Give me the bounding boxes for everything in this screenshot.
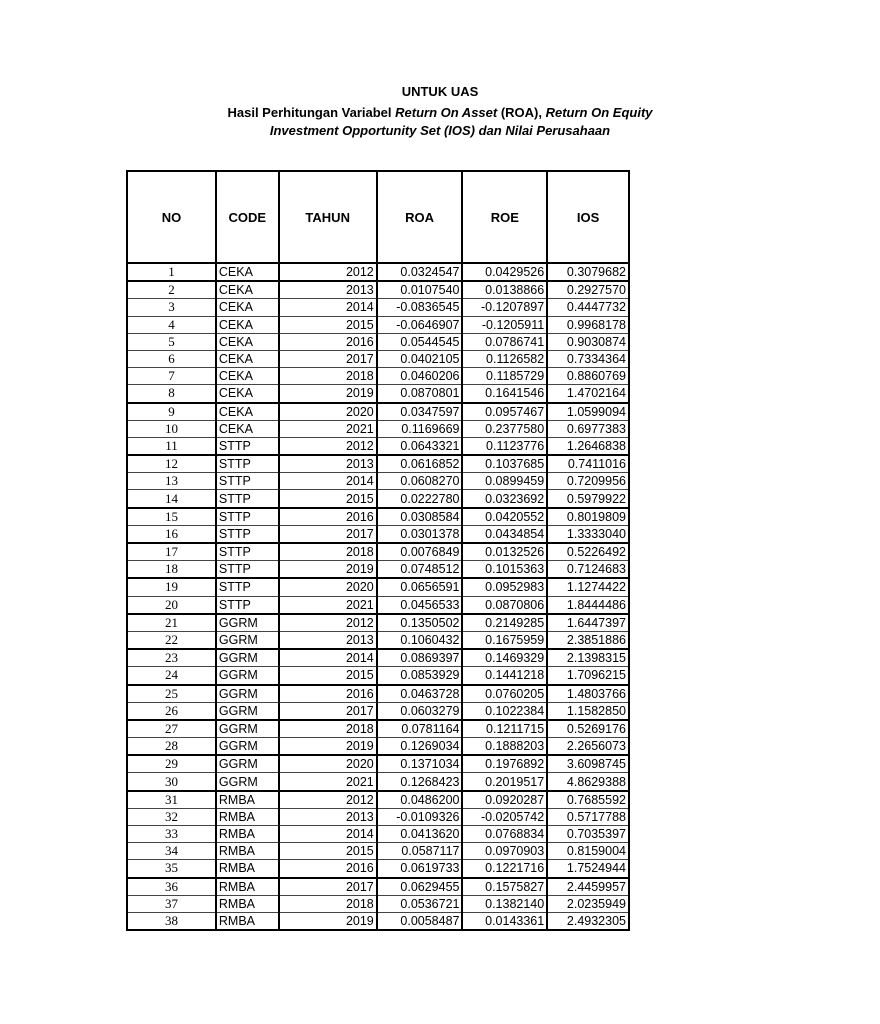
cell-no: 15 (127, 508, 216, 526)
cell-ios: 0.9030874 (547, 333, 629, 350)
title-text-ios: Investment Opportunity Set (IOS) dan Nilai Perusahaan (269, 123, 611, 138)
cell-roa: 0.0463728 (377, 685, 463, 703)
cell-code: GGRM (216, 614, 279, 632)
cell-roe: 0.1976892 (462, 755, 547, 773)
cell-tahun: 2019 (279, 912, 377, 930)
cell-no: 21 (127, 614, 216, 632)
cell-roe: 0.0143361 (462, 912, 547, 930)
table-row (127, 878, 629, 896)
cell-roe: 0.1675959 (462, 631, 547, 649)
table-row (127, 649, 629, 667)
cell-no: 35 (127, 860, 216, 878)
cell-code: STTP (216, 561, 279, 579)
cell-roe: 0.2149285 (462, 614, 547, 632)
cell-roe: 0.1888203 (462, 738, 547, 756)
cell-tahun: 2021 (279, 773, 377, 791)
cell-roa: -0.0836545 (377, 299, 463, 316)
cell-roe: 0.0420552 (462, 508, 547, 526)
cell-tahun: 2020 (279, 755, 377, 773)
header-ios: IOS (547, 171, 629, 263)
cell-no: 5 (127, 333, 216, 350)
cell-roa: 0.1269034 (377, 738, 463, 756)
cell-roa: 0.0870801 (377, 385, 463, 403)
table-row (127, 316, 629, 333)
cell-roa: 0.1268423 (377, 773, 463, 791)
cell-roa: 0.0536721 (377, 895, 463, 912)
table-row (127, 614, 629, 632)
cell-no: 16 (127, 525, 216, 543)
cell-roe: 0.0899459 (462, 473, 547, 490)
cell-ios: 2.0235949 (547, 895, 629, 912)
cell-ios: 0.4447732 (547, 299, 629, 316)
header-code: CODE (216, 171, 279, 263)
table-row (127, 455, 629, 473)
cell-code: GGRM (216, 755, 279, 773)
cell-no: 25 (127, 685, 216, 703)
cell-roe: 0.0434854 (462, 525, 547, 543)
cell-roe: 0.1185729 (462, 368, 547, 385)
cell-code: RMBA (216, 843, 279, 860)
cell-ios: 0.5226492 (547, 543, 629, 561)
cell-tahun: 2020 (279, 578, 377, 596)
cell-ios: 0.3079682 (547, 263, 629, 281)
cell-code: STTP (216, 455, 279, 473)
cell-tahun: 2016 (279, 333, 377, 350)
cell-no: 4 (127, 316, 216, 333)
cell-roe: 0.1037685 (462, 455, 547, 473)
cell-roa: 0.0587117 (377, 843, 463, 860)
cell-roa: 0.0629455 (377, 878, 463, 896)
cell-tahun: 2017 (279, 525, 377, 543)
cell-no: 9 (127, 403, 216, 421)
cell-roa: 0.0301378 (377, 525, 463, 543)
cell-ios: 1.7096215 (547, 667, 629, 685)
cell-ios: 0.5717788 (547, 808, 629, 825)
cell-roa: 0.0402105 (377, 350, 463, 367)
cell-roe: 0.1469329 (462, 649, 547, 667)
table-row (127, 420, 629, 437)
cell-no: 37 (127, 895, 216, 912)
cell-code: STTP (216, 473, 279, 490)
cell-tahun: 2018 (279, 895, 377, 912)
cell-no: 14 (127, 490, 216, 508)
cell-ios: 0.7209956 (547, 473, 629, 490)
cell-roe: 0.1575827 (462, 878, 547, 896)
cell-tahun: 2016 (279, 508, 377, 526)
cell-ios: 0.7124683 (547, 561, 629, 579)
table-row (127, 755, 629, 773)
cell-tahun: 2012 (279, 263, 377, 281)
cell-tahun: 2017 (279, 702, 377, 720)
cell-tahun: 2014 (279, 826, 377, 843)
table-row (127, 525, 629, 543)
cell-ios: 1.4702164 (547, 385, 629, 403)
document-title-line-3 (0, 123, 880, 138)
table-row (127, 826, 629, 843)
cell-roa: 0.0486200 (377, 791, 463, 809)
cell-no: 31 (127, 791, 216, 809)
cell-ios: 0.7334364 (547, 350, 629, 367)
table-row (127, 808, 629, 825)
cell-tahun: 2015 (279, 490, 377, 508)
cell-code: CEKA (216, 420, 279, 437)
header-roe: ROE (462, 171, 547, 263)
cell-tahun: 2019 (279, 385, 377, 403)
cell-ios: 0.5979922 (547, 490, 629, 508)
cell-code: CEKA (216, 385, 279, 403)
cell-roa: 0.0608270 (377, 473, 463, 490)
cell-code: STTP (216, 508, 279, 526)
cell-roa: 0.0107540 (377, 281, 463, 299)
cell-roa: 0.0643321 (377, 437, 463, 455)
cell-ios: 0.9968178 (547, 316, 629, 333)
cell-code: STTP (216, 596, 279, 614)
table-body (127, 263, 629, 930)
cell-roe: 0.1015363 (462, 561, 547, 579)
cell-ios: 0.8019809 (547, 508, 629, 526)
cell-no: 20 (127, 596, 216, 614)
cell-roa: 0.0076849 (377, 543, 463, 561)
cell-ios: 3.6098745 (547, 755, 629, 773)
cell-tahun: 2018 (279, 720, 377, 738)
cell-roe: 0.0786741 (462, 333, 547, 350)
table-row (127, 578, 629, 596)
table-row (127, 912, 629, 930)
cell-roa: 0.0544545 (377, 333, 463, 350)
cell-roa: 0.0308584 (377, 508, 463, 526)
cell-roe: 0.0768834 (462, 826, 547, 843)
cell-code: GGRM (216, 649, 279, 667)
cell-tahun: 2021 (279, 596, 377, 614)
title-text-a: Hasil Perhitungan Variabel (227, 105, 396, 120)
table-row (127, 685, 629, 703)
cell-ios: 1.7524944 (547, 860, 629, 878)
cell-roe: 0.1211715 (462, 720, 547, 738)
cell-ios: 1.2646838 (547, 437, 629, 455)
cell-roa: -0.0646907 (377, 316, 463, 333)
cell-code: GGRM (216, 631, 279, 649)
cell-roa: 0.1350502 (377, 614, 463, 632)
cell-code: STTP (216, 543, 279, 561)
cell-tahun: 2017 (279, 878, 377, 896)
cell-tahun: 2013 (279, 281, 377, 299)
cell-roe: 0.0957467 (462, 403, 547, 421)
cell-roe: 0.0429526 (462, 263, 547, 281)
cell-no: 30 (127, 773, 216, 791)
header-no: NO (127, 171, 216, 263)
cell-code: GGRM (216, 773, 279, 791)
cell-code: RMBA (216, 826, 279, 843)
cell-no: 19 (127, 578, 216, 596)
cell-ios: 2.1398315 (547, 649, 629, 667)
table-row (127, 860, 629, 878)
cell-roe: 0.0760205 (462, 685, 547, 703)
cell-no: 34 (127, 843, 216, 860)
cell-tahun: 2014 (279, 299, 377, 316)
table-header-row (127, 171, 629, 263)
cell-roa: 0.0748512 (377, 561, 463, 579)
table-row (127, 543, 629, 561)
cell-ios: 1.6447397 (547, 614, 629, 632)
cell-tahun: 2013 (279, 455, 377, 473)
cell-tahun: 2012 (279, 791, 377, 809)
cell-roa: 0.0603279 (377, 702, 463, 720)
cell-code: CEKA (216, 333, 279, 350)
cell-code: CEKA (216, 368, 279, 385)
cell-code: STTP (216, 490, 279, 508)
title-text-c: (ROA), (497, 105, 546, 120)
cell-roa: 0.0456533 (377, 596, 463, 614)
cell-no: 22 (127, 631, 216, 649)
table-row (127, 773, 629, 791)
title-text-roe: Return On Equity (545, 105, 653, 120)
cell-no: 1 (127, 263, 216, 281)
table-row (127, 490, 629, 508)
table-row (127, 791, 629, 809)
table-row (127, 667, 629, 685)
cell-roa: -0.0109326 (377, 808, 463, 825)
cell-ios: 0.6977383 (547, 420, 629, 437)
cell-no: 11 (127, 437, 216, 455)
cell-code: CEKA (216, 281, 279, 299)
cell-code: STTP (216, 437, 279, 455)
cell-code: STTP (216, 578, 279, 596)
table-row (127, 720, 629, 738)
cell-tahun: 2013 (279, 808, 377, 825)
table-row (127, 263, 629, 281)
cell-roa: 0.0058487 (377, 912, 463, 930)
cell-tahun: 2015 (279, 843, 377, 860)
cell-tahun: 2014 (279, 473, 377, 490)
cell-roe: 0.1641546 (462, 385, 547, 403)
table-row (127, 368, 629, 385)
cell-ios: 0.7035397 (547, 826, 629, 843)
table-row (127, 895, 629, 912)
cell-no: 32 (127, 808, 216, 825)
header-roa: ROA (377, 171, 463, 263)
cell-roa: 0.0656591 (377, 578, 463, 596)
cell-roe: 0.1126582 (462, 350, 547, 367)
table-row (127, 843, 629, 860)
cell-no: 17 (127, 543, 216, 561)
cell-roa: 0.0413620 (377, 826, 463, 843)
cell-code: GGRM (216, 738, 279, 756)
cell-roa: 0.1371034 (377, 755, 463, 773)
cell-roa: 0.0781164 (377, 720, 463, 738)
document-title-line-2 (0, 105, 880, 120)
cell-no: 13 (127, 473, 216, 490)
cell-tahun: 2012 (279, 614, 377, 632)
cell-roa: 0.1060432 (377, 631, 463, 649)
cell-roa: 0.0324547 (377, 263, 463, 281)
table-row (127, 596, 629, 614)
cell-ios: 0.2927570 (547, 281, 629, 299)
cell-roa: 0.0619733 (377, 860, 463, 878)
header-tahun: TAHUN (279, 171, 377, 263)
cell-tahun: 2019 (279, 561, 377, 579)
table-row (127, 702, 629, 720)
cell-roa: 0.1169669 (377, 420, 463, 437)
cell-code: GGRM (216, 720, 279, 738)
cell-no: 6 (127, 350, 216, 367)
cell-ios: 2.3851886 (547, 631, 629, 649)
cell-roe: -0.1205911 (462, 316, 547, 333)
cell-code: CEKA (216, 350, 279, 367)
cell-no: 12 (127, 455, 216, 473)
cell-ios: 4.8629388 (547, 773, 629, 791)
document-heading: UNTUK UAS (401, 84, 479, 99)
table-row (127, 333, 629, 350)
cell-tahun: 2019 (279, 738, 377, 756)
cell-roe: 0.0970903 (462, 843, 547, 860)
cell-tahun: 2018 (279, 543, 377, 561)
cell-code: CEKA (216, 299, 279, 316)
table-row (127, 299, 629, 316)
cell-roa: 0.0869397 (377, 649, 463, 667)
cell-ios: 1.3333040 (547, 525, 629, 543)
cell-ios: 0.8159004 (547, 843, 629, 860)
cell-tahun: 2015 (279, 316, 377, 333)
table-row (127, 508, 629, 526)
cell-tahun: 2012 (279, 437, 377, 455)
cell-ios: 0.8860769 (547, 368, 629, 385)
cell-no: 28 (127, 738, 216, 756)
cell-roe: 0.0870806 (462, 596, 547, 614)
cell-tahun: 2016 (279, 685, 377, 703)
table-row (127, 631, 629, 649)
table-row (127, 738, 629, 756)
cell-ios: 0.5269176 (547, 720, 629, 738)
cell-no: 33 (127, 826, 216, 843)
cell-no: 36 (127, 878, 216, 896)
cell-tahun: 2021 (279, 420, 377, 437)
cell-code: CEKA (216, 316, 279, 333)
cell-code: CEKA (216, 403, 279, 421)
cell-roe: 0.0323692 (462, 490, 547, 508)
cell-roe: -0.1207897 (462, 299, 547, 316)
cell-code: RMBA (216, 895, 279, 912)
cell-no: 27 (127, 720, 216, 738)
cell-code: RMBA (216, 912, 279, 930)
table-row (127, 281, 629, 299)
cell-ios: 2.2656073 (547, 738, 629, 756)
cell-no: 8 (127, 385, 216, 403)
cell-roe: -0.0205742 (462, 808, 547, 825)
cell-roe: 0.0952983 (462, 578, 547, 596)
cell-tahun: 2014 (279, 649, 377, 667)
cell-tahun: 2016 (279, 860, 377, 878)
cell-code: GGRM (216, 702, 279, 720)
cell-roe: 0.1022384 (462, 702, 547, 720)
cell-ios: 1.8444486 (547, 596, 629, 614)
cell-roe: 0.2019517 (462, 773, 547, 791)
cell-roe: 0.0132526 (462, 543, 547, 561)
cell-tahun: 2018 (279, 368, 377, 385)
cell-ios: 1.1582850 (547, 702, 629, 720)
cell-no: 23 (127, 649, 216, 667)
table-row (127, 473, 629, 490)
cell-code: RMBA (216, 791, 279, 809)
table-row (127, 385, 629, 403)
cell-tahun: 2020 (279, 403, 377, 421)
cell-no: 7 (127, 368, 216, 385)
cell-no: 24 (127, 667, 216, 685)
cell-ios: 0.7685592 (547, 791, 629, 809)
cell-ios: 2.4932305 (547, 912, 629, 930)
cell-roe: 0.0920287 (462, 791, 547, 809)
table-row (127, 350, 629, 367)
cell-roa: 0.0460206 (377, 368, 463, 385)
cell-ios: 2.4459957 (547, 878, 629, 896)
cell-no: 18 (127, 561, 216, 579)
cell-roe: 0.2377580 (462, 420, 547, 437)
cell-no: 29 (127, 755, 216, 773)
cell-roa: 0.0347597 (377, 403, 463, 421)
cell-code: RMBA (216, 860, 279, 878)
cell-roe: 0.1382140 (462, 895, 547, 912)
cell-roe: 0.1221716 (462, 860, 547, 878)
cell-ios: 1.1274422 (547, 578, 629, 596)
cell-no: 2 (127, 281, 216, 299)
table-row (127, 403, 629, 421)
cell-ios: 1.4803766 (547, 685, 629, 703)
data-table (126, 170, 630, 931)
cell-tahun: 2017 (279, 350, 377, 367)
table-row (127, 561, 629, 579)
cell-roe: 0.0138866 (462, 281, 547, 299)
cell-code: STTP (216, 525, 279, 543)
title-text-roa: Return On Asset (395, 105, 498, 120)
cell-tahun: 2015 (279, 667, 377, 685)
cell-code: CEKA (216, 263, 279, 281)
cell-roa: 0.0616852 (377, 455, 463, 473)
cell-tahun: 2013 (279, 631, 377, 649)
cell-code: GGRM (216, 667, 279, 685)
table-row (127, 437, 629, 455)
cell-ios: 0.7411016 (547, 455, 629, 473)
cell-no: 10 (127, 420, 216, 437)
cell-code: RMBA (216, 808, 279, 825)
cell-code: GGRM (216, 685, 279, 703)
cell-ios: 1.0599094 (547, 403, 629, 421)
cell-roa: 0.0222780 (377, 490, 463, 508)
cell-roa: 0.0853929 (377, 667, 463, 685)
cell-roe: 0.1441218 (462, 667, 547, 685)
cell-no: 38 (127, 912, 216, 930)
cell-roe: 0.1123776 (462, 437, 547, 455)
cell-no: 3 (127, 299, 216, 316)
cell-no: 26 (127, 702, 216, 720)
cell-code: RMBA (216, 878, 279, 896)
